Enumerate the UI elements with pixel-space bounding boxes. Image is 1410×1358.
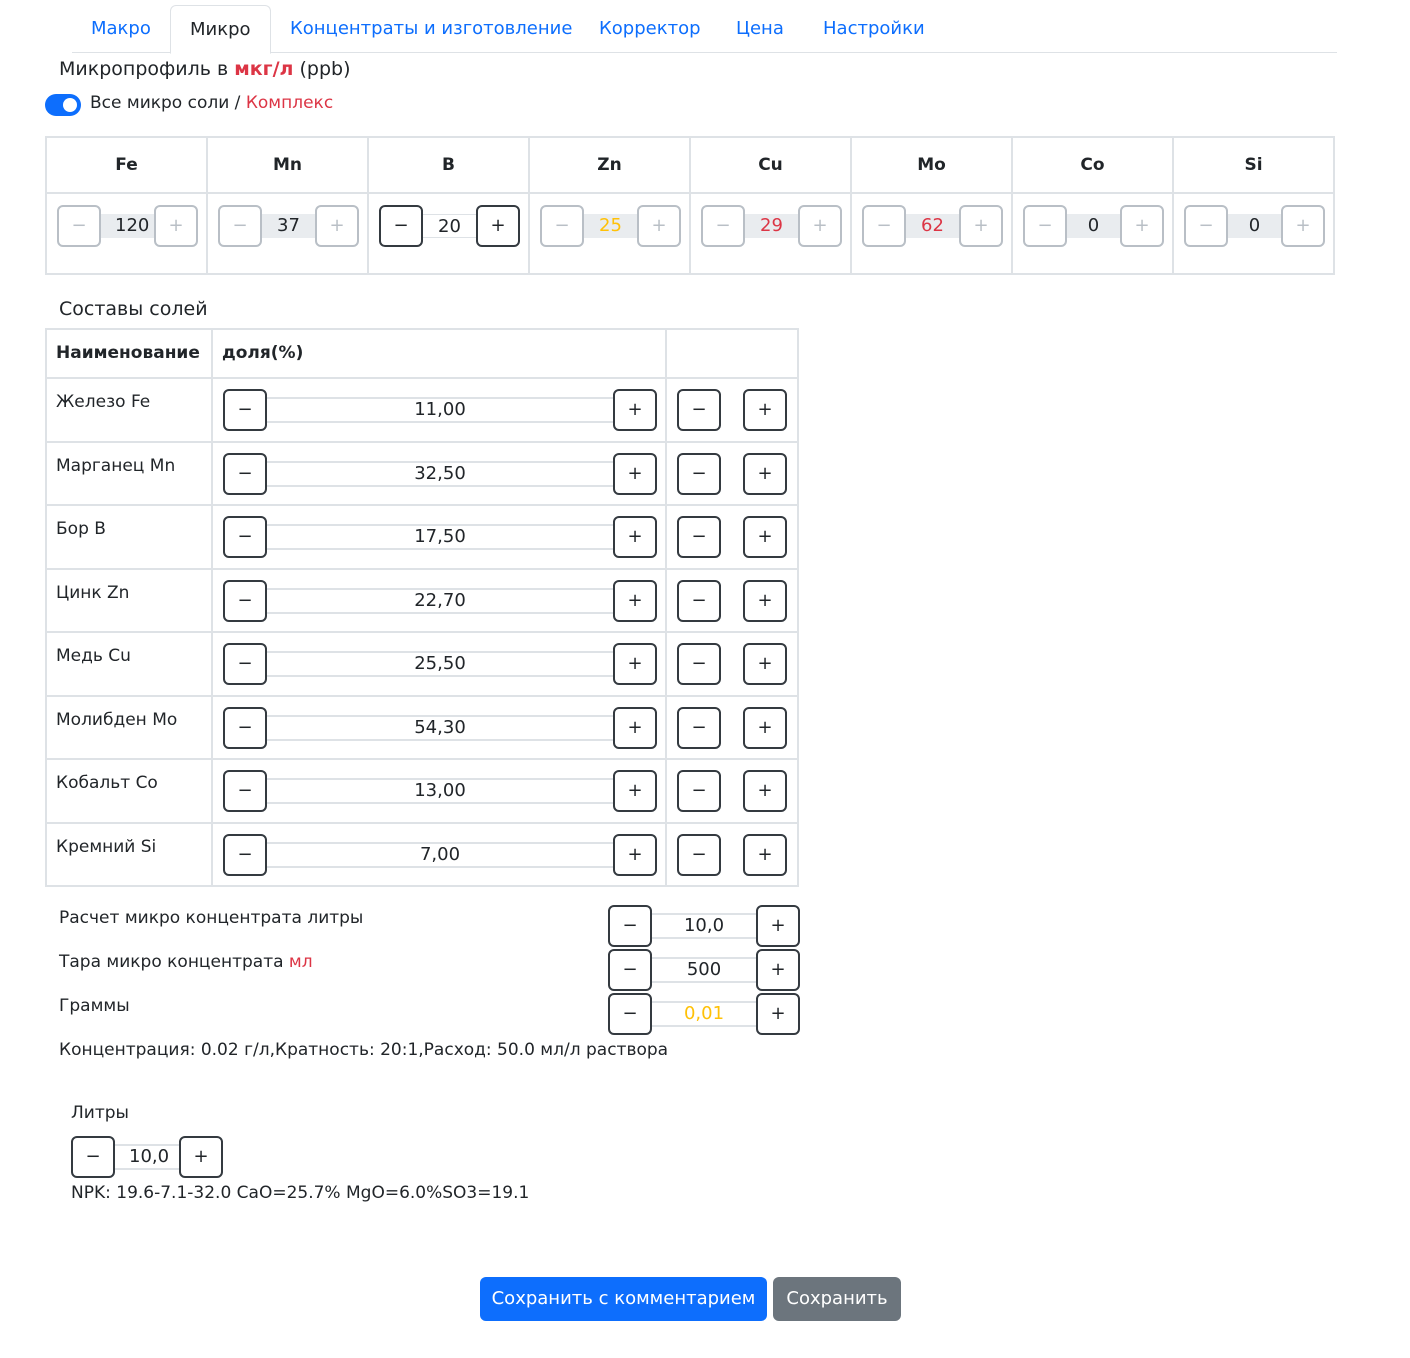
- salt-adjust-minus-button[interactable]: −: [677, 580, 721, 622]
- tare-label: [59, 949, 313, 975]
- element-cell-si: [1173, 193, 1334, 274]
- element-fe-plus-button[interactable]: +: [154, 205, 198, 247]
- salt-share-stepper: [223, 770, 657, 812]
- element-co-minus-button[interactable]: −: [1023, 205, 1067, 247]
- toggle-knob: [63, 98, 77, 112]
- element-header-cu: Cu: [690, 137, 851, 193]
- salt-adjust-pair: [667, 580, 799, 622]
- grams-stepper: [608, 993, 800, 1035]
- salt-share-minus-button[interactable]: −: [223, 770, 267, 812]
- element-cell-zn: [529, 193, 690, 274]
- element-si-plus-button[interactable]: +: [1281, 205, 1325, 247]
- salt-share-plus-button[interactable]: +: [613, 580, 657, 622]
- tab-macro[interactable]: Макро: [91, 18, 151, 39]
- element-mo-input[interactable]: 62: [906, 214, 959, 238]
- salt-adjust-cell: [666, 378, 798, 442]
- tare-label-text: Тара микро концентрата: [59, 952, 289, 972]
- tab-micro[interactable]: Микро: [170, 5, 271, 54]
- tare-plus-button[interactable]: +: [756, 949, 800, 991]
- salt-adjust-minus-button[interactable]: −: [677, 643, 721, 685]
- salt-share-minus-button[interactable]: −: [223, 834, 267, 876]
- element-mn-minus-button[interactable]: −: [218, 205, 262, 247]
- element-si-minus-button[interactable]: −: [1184, 205, 1228, 247]
- calc-liters-input[interactable]: 10,0: [652, 913, 756, 939]
- salt-share-minus-button[interactable]: −: [223, 643, 267, 685]
- salt-name: Цинк Zn: [46, 569, 212, 633]
- toggle-label-text: Все микро соли /: [90, 93, 246, 113]
- element-header-b: B: [368, 137, 529, 193]
- salt-adjust-plus-button[interactable]: +: [743, 643, 787, 685]
- salt-name: Кобальт Co: [46, 759, 212, 823]
- element-header-fe: Fe: [46, 137, 207, 193]
- element-b-input[interactable]: 20: [423, 214, 476, 238]
- salt-share-plus-button[interactable]: +: [613, 516, 657, 558]
- element-cell-b: [368, 193, 529, 274]
- liters-plus-button[interactable]: +: [179, 1136, 223, 1178]
- element-b-plus-button[interactable]: +: [476, 205, 520, 247]
- salt-share-stepper: [223, 834, 657, 876]
- salt-adjust-minus-button[interactable]: −: [677, 707, 721, 749]
- salt-share-cell: [212, 759, 666, 823]
- salt-name: Железо Fe: [46, 378, 212, 442]
- tare-unit: мл: [288, 952, 313, 972]
- title-unit: мкг/л: [234, 58, 294, 80]
- element-cell-mo: [851, 193, 1012, 274]
- salt-share-cell: [212, 696, 666, 760]
- calc-liters-label: Расчет микро концентрата литры: [59, 908, 364, 928]
- salt-share-stepper: [223, 453, 657, 495]
- tab-settings[interactable]: Настройки: [823, 18, 925, 39]
- salt-share-input[interactable]: 32,50: [267, 461, 613, 487]
- salt-row: [46, 632, 798, 696]
- salt-adjust-pair: [667, 707, 799, 749]
- element-mn-plus-button[interactable]: +: [315, 205, 359, 247]
- calc-liters-minus-button[interactable]: −: [608, 905, 652, 947]
- element-cell-mn: [207, 193, 368, 274]
- element-stepper-cu: [701, 205, 842, 247]
- grams-minus-button[interactable]: −: [608, 993, 652, 1035]
- element-fe-input[interactable]: 120: [101, 214, 154, 238]
- element-zn-input[interactable]: 25: [584, 214, 637, 238]
- element-header-mn: Mn: [207, 137, 368, 193]
- salt-adjust-cell: [666, 632, 798, 696]
- salt-adjust-cell: [666, 442, 798, 506]
- tare-stepper: [608, 949, 800, 991]
- calc-liters-plus-button[interactable]: +: [756, 905, 800, 947]
- salt-share-cell: [212, 442, 666, 506]
- calc-liters-stepper: [608, 905, 800, 947]
- save-button[interactable]: Сохранить: [773, 1277, 901, 1321]
- salt-adjust-plus-button[interactable]: +: [743, 389, 787, 431]
- salt-share-stepper: [223, 580, 657, 622]
- salt-adjust-minus-button[interactable]: −: [677, 516, 721, 558]
- salt-adjust-pair: [667, 516, 799, 558]
- element-zn-minus-button[interactable]: −: [540, 205, 584, 247]
- grams-input[interactable]: 0,01: [652, 1001, 756, 1027]
- element-stepper-b: [379, 205, 520, 247]
- salt-share-input[interactable]: 25,50: [267, 651, 613, 677]
- salt-share-input[interactable]: 17,50: [267, 524, 613, 550]
- element-cu-plus-button[interactable]: +: [798, 205, 842, 247]
- nav-tabs: [72, 5, 1337, 53]
- grams-label: Граммы: [59, 996, 130, 1016]
- salts-table: [45, 328, 799, 887]
- salt-share-cell: [212, 378, 666, 442]
- element-co-input[interactable]: 0: [1067, 214, 1120, 238]
- element-cell-fe: [46, 193, 207, 274]
- element-cu-input[interactable]: 29: [745, 214, 798, 238]
- salt-share-cell: [212, 569, 666, 633]
- salt-row: [46, 569, 798, 633]
- tab-price[interactable]: Цена: [736, 18, 784, 39]
- salt-adjust-cell: [666, 759, 798, 823]
- salt-name: Марганец Mn: [46, 442, 212, 506]
- liters-label: Литры: [71, 1103, 129, 1123]
- element-header-si: Si: [1173, 137, 1334, 193]
- salt-adjust-minus-button[interactable]: −: [677, 389, 721, 431]
- salt-row: [46, 378, 798, 442]
- element-mo-plus-button[interactable]: +: [959, 205, 1003, 247]
- element-mn-input[interactable]: 37: [262, 214, 315, 238]
- save-with-comment-button[interactable]: Сохранить с комментарием: [480, 1277, 767, 1321]
- salts-title: Составы солей: [59, 298, 208, 320]
- toggle-label: [90, 90, 333, 116]
- npk-summary: NPK: 19.6-7.1-32.0 CaO=25.7% MgO=6.0%SO3=19.1: [71, 1183, 530, 1203]
- salt-name: Кремний Si: [46, 823, 212, 887]
- salt-row: [46, 823, 798, 887]
- salt-share-plus-button[interactable]: +: [613, 834, 657, 876]
- element-fe-minus-button[interactable]: −: [57, 205, 101, 247]
- salt-share-input[interactable]: 11,00: [267, 397, 613, 423]
- element-stepper-si: [1184, 205, 1325, 247]
- salt-name: Молибден Mo: [46, 696, 212, 760]
- element-stepper-zn: [540, 205, 681, 247]
- complex-link[interactable]: Комплекс: [245, 93, 334, 113]
- col-extra-header: [666, 329, 798, 378]
- salt-share-plus-button[interactable]: +: [613, 707, 657, 749]
- salt-row: [46, 442, 798, 506]
- salt-row: [46, 505, 798, 569]
- salt-share-input[interactable]: 54,30: [267, 715, 613, 741]
- salt-row: [46, 696, 798, 760]
- salt-adjust-cell: [666, 823, 798, 887]
- salt-adjust-pair: [667, 643, 799, 685]
- salt-name: Медь Cu: [46, 632, 212, 696]
- salt-share-cell: [212, 823, 666, 887]
- element-mo-minus-button[interactable]: −: [862, 205, 906, 247]
- salt-share-cell: [212, 632, 666, 696]
- salt-share-minus-button[interactable]: −: [223, 707, 267, 749]
- salt-row: [46, 759, 798, 823]
- all-micro-salts-toggle[interactable]: [45, 94, 81, 116]
- salt-share-input[interactable]: 7,00: [267, 842, 613, 868]
- salt-share-plus-button[interactable]: +: [613, 453, 657, 495]
- tare-minus-button[interactable]: −: [608, 949, 652, 991]
- tare-input[interactable]: 500: [652, 957, 756, 983]
- salt-adjust-plus-button[interactable]: +: [743, 834, 787, 876]
- concentration-info: Концентрация: 0.02 г/л,Кратность: 20:1,Расход: 50.0 мл/л раствора: [59, 1040, 669, 1060]
- micro-profile-table: [45, 136, 1335, 275]
- salt-adjust-pair: [667, 389, 799, 431]
- element-cell-co: [1012, 193, 1173, 274]
- salt-share-stepper: [223, 516, 657, 558]
- element-b-minus-button[interactable]: −: [379, 205, 423, 247]
- salt-share-plus-button[interactable]: +: [613, 643, 657, 685]
- salt-share-stepper: [223, 643, 657, 685]
- liters-stepper: [71, 1136, 223, 1178]
- salt-share-minus-button[interactable]: −: [223, 453, 267, 495]
- element-co-plus-button[interactable]: +: [1120, 205, 1164, 247]
- salt-adjust-plus-button[interactable]: +: [743, 707, 787, 749]
- grams-plus-button[interactable]: +: [756, 993, 800, 1035]
- salt-adjust-minus-button[interactable]: −: [677, 834, 721, 876]
- title-suffix: (ppb): [293, 58, 351, 80]
- element-stepper-fe: [57, 205, 198, 247]
- salt-adjust-plus-button[interactable]: +: [743, 770, 787, 812]
- element-cell-cu: [690, 193, 851, 274]
- tab-corrector[interactable]: Корректор: [599, 18, 701, 39]
- salt-adjust-cell: [666, 505, 798, 569]
- liters-minus-button[interactable]: −: [71, 1136, 115, 1178]
- salt-share-minus-button[interactable]: −: [223, 389, 267, 431]
- element-si-input[interactable]: 0: [1228, 214, 1281, 238]
- salt-adjust-pair: [667, 453, 799, 495]
- element-zn-plus-button[interactable]: +: [637, 205, 681, 247]
- salt-adjust-plus-button[interactable]: +: [743, 453, 787, 495]
- element-header-mo: Mo: [851, 137, 1012, 193]
- salt-name: Бор B: [46, 505, 212, 569]
- salt-adjust-minus-button[interactable]: −: [677, 770, 721, 812]
- salt-adjust-plus-button[interactable]: +: [743, 580, 787, 622]
- salt-share-stepper: [223, 707, 657, 749]
- col-name-header: Наименование: [46, 329, 212, 378]
- element-header-zn: Zn: [529, 137, 690, 193]
- salt-share-minus-button[interactable]: −: [223, 516, 267, 558]
- salt-share-cell: [212, 505, 666, 569]
- salt-adjust-minus-button[interactable]: −: [677, 453, 721, 495]
- salt-adjust-plus-button[interactable]: +: [743, 516, 787, 558]
- salt-share-stepper: [223, 389, 657, 431]
- page-title: [59, 56, 351, 82]
- salt-share-plus-button[interactable]: +: [613, 770, 657, 812]
- element-stepper-mo: [862, 205, 1003, 247]
- element-stepper-co: [1023, 205, 1164, 247]
- salt-adjust-pair: [667, 834, 799, 876]
- salt-adjust-pair: [667, 770, 799, 812]
- salt-share-input[interactable]: 22,70: [267, 588, 613, 614]
- element-stepper-mn: [218, 205, 359, 247]
- salt-adjust-cell: [666, 696, 798, 760]
- col-share-header: доля(%): [212, 329, 666, 378]
- salt-adjust-cell: [666, 569, 798, 633]
- element-header-co: Co: [1012, 137, 1173, 193]
- salt-share-minus-button[interactable]: −: [223, 580, 267, 622]
- tab-concentrates[interactable]: Концентраты и изготовление: [290, 18, 573, 39]
- title-prefix: Микропрофиль в: [59, 58, 235, 80]
- salt-share-plus-button[interactable]: +: [613, 389, 657, 431]
- element-cu-minus-button[interactable]: −: [701, 205, 745, 247]
- liters-input[interactable]: 10,0: [115, 1144, 179, 1170]
- salt-share-input[interactable]: 13,00: [267, 778, 613, 804]
